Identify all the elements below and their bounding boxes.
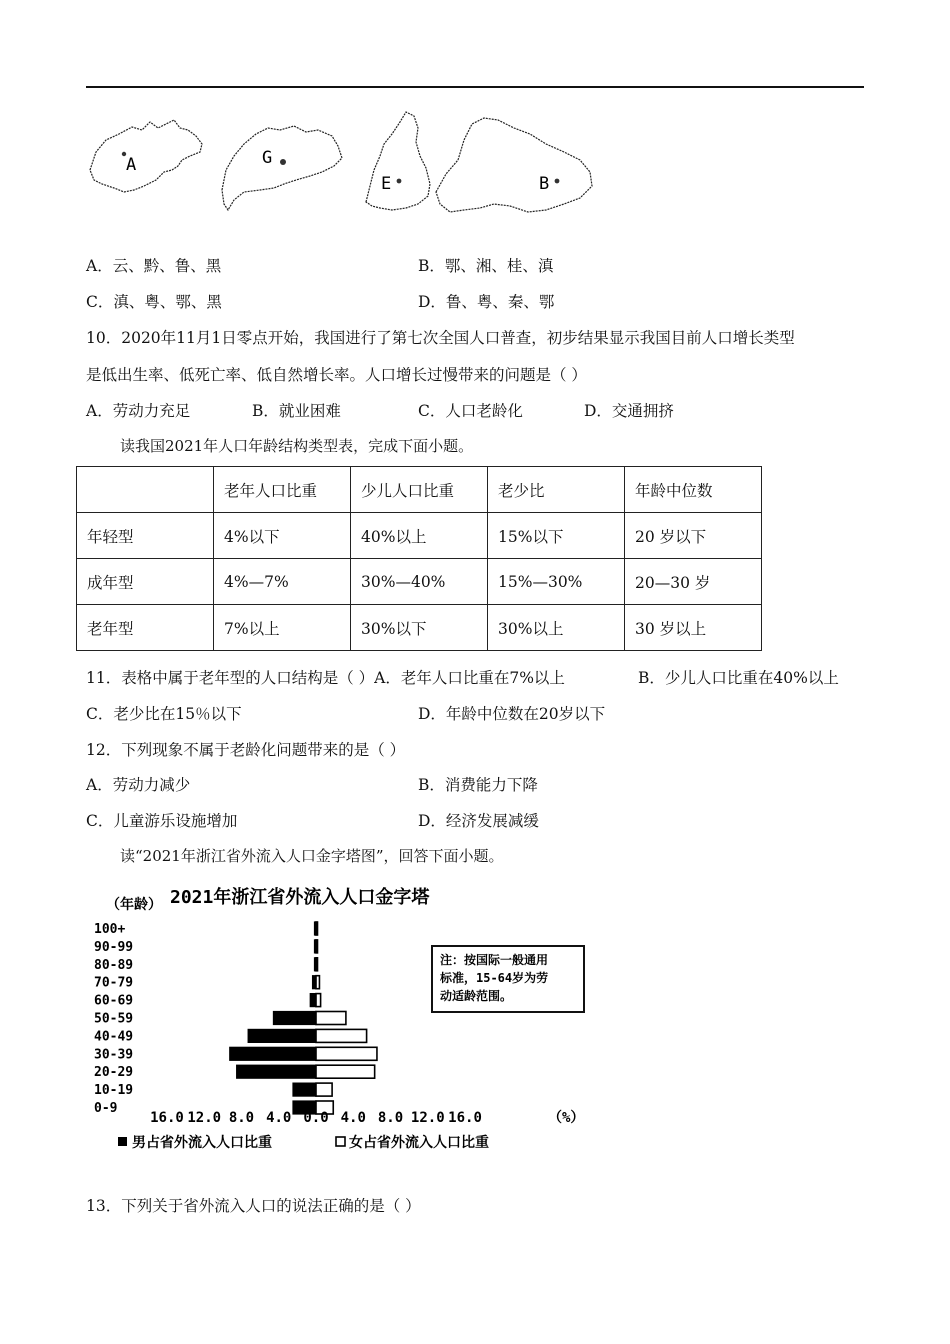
q12-option-a: A．劳动力减少 xyxy=(86,776,191,794)
age-tick-label: 10-19 xyxy=(94,1083,134,1099)
table-cell: 15%—30% xyxy=(488,559,625,605)
q12-stem: 12．下列现象不属于老龄化问题带来的是（ ） xyxy=(86,741,406,759)
map-label-b: B xyxy=(539,174,550,194)
table-cell: 20—30 岁 xyxy=(625,559,762,605)
age-tick-label: 100+ xyxy=(94,922,126,937)
table-header-cell xyxy=(77,467,214,513)
table-header-row xyxy=(77,467,762,513)
female-bar xyxy=(316,940,318,953)
table-cell: 4%—7% xyxy=(214,559,351,605)
q12-option-b: B．消费能力下降 xyxy=(418,776,538,794)
population-pyramid-chart xyxy=(80,876,600,1166)
female-bar xyxy=(316,994,321,1007)
map-label-a: A xyxy=(126,155,137,175)
age-tick-label: 80-89 xyxy=(94,957,134,973)
table-cell: 4%以下 xyxy=(214,513,351,559)
q9-option-c: C．滇、粤、鄂、黑 xyxy=(86,293,222,311)
province-outline-a xyxy=(90,120,202,192)
chart-title: 2021年浙江省外流入人口金字塔 xyxy=(170,887,430,908)
table-cell: 15%以下 xyxy=(488,513,625,559)
table-row xyxy=(77,559,762,605)
province-maps xyxy=(84,100,604,220)
q10-option-c: C．人口老龄化 xyxy=(418,402,523,420)
q10-option-b: B．就业困难 xyxy=(252,402,341,420)
age-structure-table xyxy=(76,466,762,651)
x-tick-label: 8.0 xyxy=(377,1110,404,1126)
table-intro: 读我国2021年人口年龄结构类型表，完成下面小题。 xyxy=(120,437,474,455)
table-header-cell: 老年人口比重 xyxy=(214,467,351,513)
q13-stem: 13．下列关于省外流入人口的说法正确的是（ ） xyxy=(86,1197,421,1215)
marker-g xyxy=(280,159,286,165)
note-line: 注：按国际一般通用 xyxy=(440,953,549,967)
q9-option-d: D．鲁、粤、秦、鄂 xyxy=(418,293,555,311)
q11-option-d: D．年龄中位数在20岁以下 xyxy=(418,705,606,723)
age-tick-label: 30-39 xyxy=(94,1047,134,1063)
q12-option-d: D．经济发展减缓 xyxy=(418,812,539,830)
q10-option-d: D．交通拥挤 xyxy=(584,402,674,420)
female-bar xyxy=(316,958,318,971)
male-bar xyxy=(230,1047,316,1060)
table-cell: 老年型 xyxy=(77,605,214,651)
legend-male-label: 男占省外流入人口比重 xyxy=(132,1135,272,1151)
female-bar xyxy=(316,1029,367,1042)
legend-female-label: 女占省外流入人口比重 xyxy=(349,1135,489,1151)
province-outline-e xyxy=(366,112,430,210)
table-cell: 30%以下 xyxy=(351,605,488,651)
legend-female-swatch xyxy=(336,1137,345,1146)
q12-option-c: C．儿童游乐设施增加 xyxy=(86,812,238,830)
x-tick-label: 12.0 xyxy=(410,1110,445,1126)
map-label-g: G xyxy=(262,148,273,168)
table-row xyxy=(77,605,762,651)
table-header-cell: 年龄中位数 xyxy=(625,467,762,513)
female-bar xyxy=(316,1047,377,1060)
map-label-e: E xyxy=(381,174,392,194)
x-tick-label: 12.0 xyxy=(187,1110,222,1126)
q11-stem: 11．表格中属于老年型的人口结构是（ ）A．老年人口比重在7%以上 xyxy=(86,669,565,687)
q10-stem-line2: 是低出生率、低死亡率、低自然增长率。人口增长过慢带来的问题是（ ） xyxy=(86,366,587,384)
marker-e xyxy=(397,179,402,184)
note-line: 标准，15-64岁为劳 xyxy=(440,971,549,985)
q11-option-b: B．少儿人口比重在40%以上 xyxy=(638,669,839,687)
q11-option-c: C．老少比在15％以下 xyxy=(86,705,242,723)
marker-b xyxy=(555,179,560,184)
x-tick-label: 4.0 xyxy=(340,1110,366,1126)
x-tick-label: 8.0 xyxy=(228,1110,255,1126)
age-tick-label: 70-79 xyxy=(94,975,134,991)
pyramid-intro: 读“2021年浙江省外流入人口金字塔图”，回答下面小题。 xyxy=(120,847,504,865)
table-header-cell: 老少比 xyxy=(488,467,625,513)
x-tick-label: 16.0 xyxy=(448,1110,482,1126)
province-outline-g xyxy=(222,126,342,210)
table-cell: 7%以上 xyxy=(214,605,351,651)
x-unit-label: （%） xyxy=(548,1110,585,1126)
legend-male-swatch xyxy=(118,1137,127,1146)
age-tick-label: 40-49 xyxy=(94,1029,134,1045)
x-tick-label: 4.0 xyxy=(266,1110,292,1126)
female-bar xyxy=(316,976,319,989)
age-tick-label: 90-99 xyxy=(94,939,134,955)
male-bar xyxy=(237,1065,316,1078)
q10-option-a: A．劳动力充足 xyxy=(86,402,191,420)
age-tick-label: 20-29 xyxy=(94,1065,134,1081)
table-cell: 成年型 xyxy=(77,559,214,605)
age-tick-label: 50-59 xyxy=(94,1011,134,1027)
male-bar xyxy=(248,1029,316,1042)
female-bar xyxy=(316,922,318,935)
q9-option-a: A．云、黔、鲁、黑 xyxy=(86,257,222,275)
age-tick-label: 60-69 xyxy=(94,993,134,1009)
table-cell: 30%以上 xyxy=(488,605,625,651)
male-bar xyxy=(293,1083,316,1096)
table-cell: 40%以上 xyxy=(351,513,488,559)
male-bar xyxy=(310,994,316,1007)
male-bar xyxy=(273,1012,316,1025)
female-bar xyxy=(316,1012,346,1025)
age-tick-label: 0-9 xyxy=(94,1101,118,1116)
x-tick-label: 0.0 xyxy=(303,1110,329,1126)
table-row xyxy=(77,513,762,559)
y-axis-label: （年龄） xyxy=(106,897,162,913)
q9-option-b: B．鄂、湘、桂、滇 xyxy=(418,257,554,275)
q10-stem-line1: 10．2020年11月1日零点开始，我国进行了第七次全国人口普查，初步结果显示我国目前人口增长类型 xyxy=(86,329,795,347)
province-outline-b xyxy=(436,118,592,212)
table-cell: 20 岁以下 xyxy=(625,513,762,559)
female-bar xyxy=(316,1083,332,1096)
female-bar xyxy=(316,1065,375,1078)
x-tick-label: 16.0 xyxy=(150,1110,184,1126)
header-rule xyxy=(86,86,864,88)
table-cell: 30 岁以上 xyxy=(625,605,762,651)
note-line: 动适龄范围。 xyxy=(440,989,513,1003)
table-cell: 30%—40% xyxy=(351,559,488,605)
table-header-cell: 少儿人口比重 xyxy=(351,467,488,513)
table-cell: 年轻型 xyxy=(77,513,214,559)
